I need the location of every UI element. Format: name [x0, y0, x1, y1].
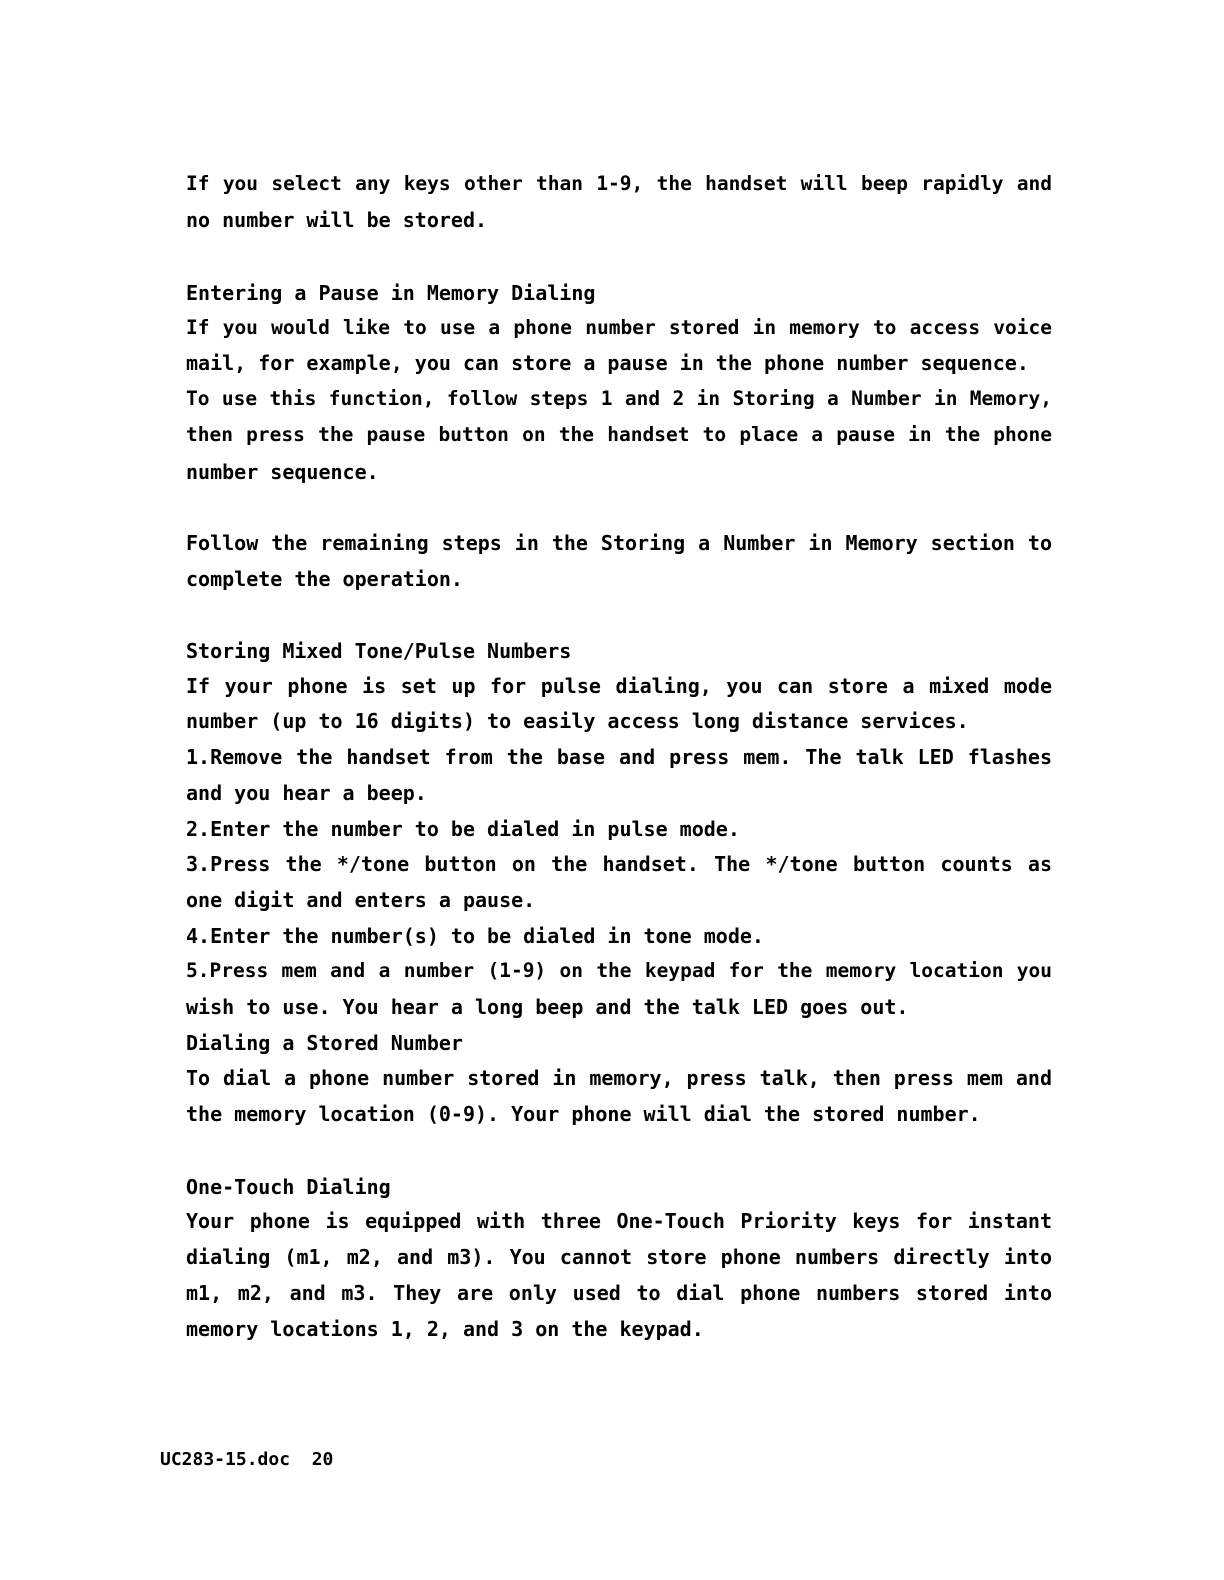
section-heading: Entering a Pause in Memory Dialing: [186, 281, 596, 305]
body-text-line: 2.Enter the number to be dialed in pulse mode.: [186, 817, 740, 841]
body-text-line: no number will be stored.: [186, 208, 488, 232]
body-text-line: dialing (m1, m2, and m3). You cannot store phone numbers directly into: [186, 1245, 1052, 1269]
body-text-line: To dial a phone number stored in memory, press talk, then press mem and: [186, 1066, 1052, 1090]
body-text-line: If you select any keys other than 1-9, the handset will beep rapidly and: [186, 172, 1052, 195]
body-text-line: 4.Enter the number(s) to be dialed in tone mode.: [186, 924, 764, 948]
body-text-line: If you would like to use a phone number stored in memory to access voice: [186, 316, 1052, 339]
body-text-line: To use this function, follow steps 1 and 2 in Storing a Number in Memory,: [186, 387, 1052, 410]
section-heading: One-Touch Dialing: [186, 1175, 391, 1199]
body-text-line: 5.Press mem and a number (1-9) on the keypad for the memory location you: [186, 959, 1052, 982]
body-text-line: Follow the remaining steps in the Storing a Number in Memory section to: [186, 531, 1052, 555]
body-text-line: number sequence.: [186, 460, 379, 484]
page-footer: UC283-15.doc 20: [160, 1449, 334, 1470]
body-text-line: complete the operation.: [186, 567, 463, 591]
body-text-line: If your phone is set up for pulse dialing, you can store a mixed mode: [186, 674, 1052, 698]
body-text-line: mail, for example, you can store a pause in the phone number sequence.: [186, 351, 1029, 375]
body-text-line: the memory location (0-9). Your phone will dial the stored number.: [186, 1102, 981, 1126]
section-heading: Storing Mixed Tone/Pulse Numbers: [186, 639, 572, 663]
body-text-line: memory locations 1, 2, and 3 on the keypad.: [186, 1317, 704, 1341]
body-text-line: 3.Press the */tone button on the handset. The */tone button counts as: [186, 852, 1052, 876]
body-text-line: then press the pause button on the handset to place a pause in the phone: [186, 423, 1052, 446]
body-text-line: 1.Remove the handset from the base and press mem. The talk LED flashes: [186, 745, 1052, 769]
body-text-line: number (up to 16 digits) to easily access long distance services.: [186, 709, 969, 733]
body-text-line: one digit and enters a pause.: [186, 888, 536, 912]
body-text-line: and you hear a beep.: [186, 781, 427, 805]
section-heading: Dialing a Stored Number: [186, 1031, 463, 1055]
body-text-line: Your phone is equipped with three One-Touch Priority keys for instant: [186, 1209, 1052, 1233]
body-text-line: wish to use. You hear a long beep and the talk LED goes out.: [186, 995, 909, 1019]
body-text-line: m1, m2, and m3. They are only used to dial phone numbers stored into: [186, 1281, 1052, 1305]
